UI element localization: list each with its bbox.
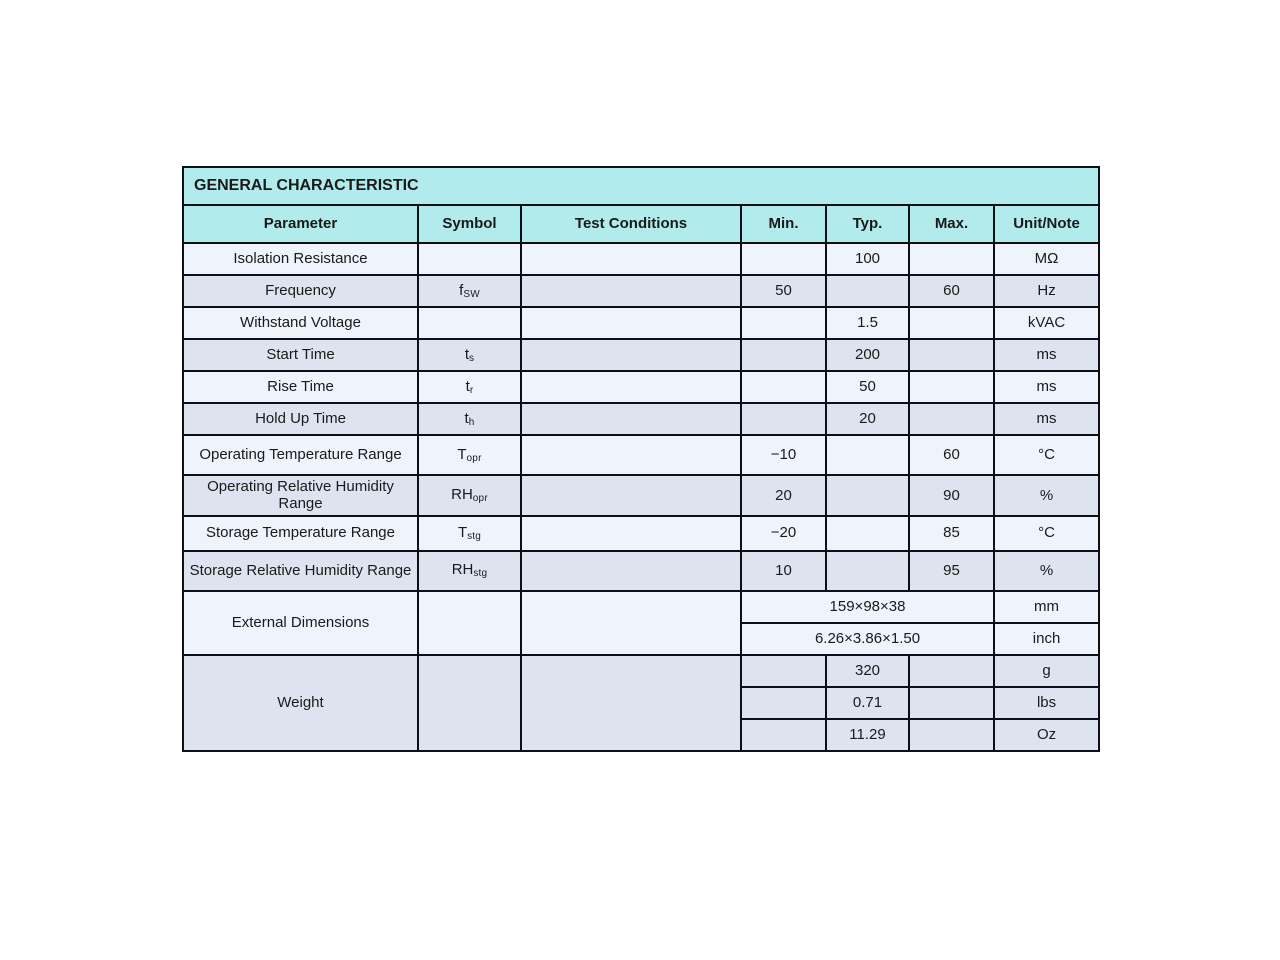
cell-test-conditions xyxy=(521,275,741,307)
cell-typ xyxy=(826,435,909,475)
table-title-row xyxy=(183,167,1099,205)
cell-max xyxy=(909,339,994,371)
cell-min: −10 xyxy=(741,435,826,475)
cell-parameter: Isolation Resistance xyxy=(183,243,418,275)
cell-typ: 100 xyxy=(826,243,909,275)
cell-unit: ms xyxy=(994,339,1099,371)
cell-min: 20 xyxy=(741,475,826,516)
table-row-operating-relative-humidity-range xyxy=(183,475,1099,516)
cell-min xyxy=(741,339,826,371)
cell-test-conditions xyxy=(521,551,741,591)
cell-typ: 20 xyxy=(826,403,909,435)
cell-test-conditions xyxy=(521,339,741,371)
cell-unit: Oz xyxy=(994,719,1099,751)
cell-unit: MΩ xyxy=(994,243,1099,275)
cell-min: −20 xyxy=(741,516,826,551)
symbol-base: t xyxy=(464,345,469,363)
cell-dimensions-value-mm: 159×98×38 xyxy=(741,591,994,623)
cell-test-conditions xyxy=(521,516,741,551)
cell-unit: % xyxy=(994,551,1099,591)
cell-typ xyxy=(826,475,909,516)
cell-min: 10 xyxy=(741,551,826,591)
cell-test-conditions xyxy=(521,371,741,403)
symbol-base: t xyxy=(465,377,470,395)
cell-unit: mm xyxy=(994,591,1099,623)
cell-symbol xyxy=(418,591,521,655)
col-header-typ: Typ. xyxy=(826,205,909,243)
cell-parameter: Withstand Voltage xyxy=(183,307,418,339)
cell-max xyxy=(909,243,994,275)
symbol-subscript: stg xyxy=(467,530,482,542)
table-row-weight-g xyxy=(183,655,1099,687)
symbol-base: RH xyxy=(451,486,473,503)
symbol-subscript: SW xyxy=(463,288,480,300)
cell-test-conditions xyxy=(521,435,741,475)
cell-typ xyxy=(826,516,909,551)
table-row-rise-time xyxy=(183,371,1099,403)
table-row-storage-temperature-range xyxy=(183,516,1099,551)
cell-min xyxy=(741,371,826,403)
cell-max: 60 xyxy=(909,275,994,307)
cell-unit: °C xyxy=(994,516,1099,551)
cell-test-conditions xyxy=(521,403,741,435)
cell-symbol xyxy=(418,307,521,339)
cell-typ: 11.29 xyxy=(826,719,909,751)
cell-parameter: Rise Time xyxy=(183,371,418,403)
cell-symbol xyxy=(418,435,521,475)
symbol-base: T xyxy=(457,523,468,541)
table-title: GENERAL CHARACTERISTIC xyxy=(183,167,1099,205)
symbol-subscript: stg xyxy=(473,568,488,580)
cell-unit: °C xyxy=(994,435,1099,475)
cell-unit: inch xyxy=(994,623,1099,655)
cell-max xyxy=(909,307,994,339)
cell-test-conditions xyxy=(521,475,741,516)
symbol-subscript: s xyxy=(468,352,475,364)
table-row-external-dimensions-mm xyxy=(183,591,1099,623)
cell-min xyxy=(741,719,826,751)
cell-typ xyxy=(826,275,909,307)
cell-typ: 1.5 xyxy=(826,307,909,339)
cell-parameter: Storage Relative Humidity Range xyxy=(183,551,418,591)
table-row-operating-temperature-range xyxy=(183,435,1099,475)
cell-symbol xyxy=(418,475,521,516)
symbol-subscript: opr xyxy=(472,493,488,504)
cell-unit: % xyxy=(994,475,1099,516)
cell-max: 90 xyxy=(909,475,994,516)
cell-unit: g xyxy=(994,655,1099,687)
cell-dimensions-value-inch: 6.26×3.86×1.50 xyxy=(741,623,994,655)
cell-max xyxy=(909,719,994,751)
cell-min xyxy=(741,243,826,275)
table-row-storage-relative-humidity-range xyxy=(183,551,1099,591)
cell-symbol xyxy=(418,403,521,435)
cell-max xyxy=(909,655,994,687)
cell-max: 95 xyxy=(909,551,994,591)
cell-max: 60 xyxy=(909,435,994,475)
symbol-subscript: r xyxy=(469,384,474,396)
cell-symbol xyxy=(418,516,521,551)
cell-symbol xyxy=(418,371,521,403)
cell-min xyxy=(741,403,826,435)
cell-parameter: Weight xyxy=(183,655,418,751)
cell-symbol xyxy=(418,339,521,371)
cell-max xyxy=(909,403,994,435)
table-row-start-time xyxy=(183,339,1099,371)
cell-parameter: Operating Temperature Range xyxy=(183,435,418,475)
cell-max xyxy=(909,687,994,719)
cell-parameter: Hold Up Time xyxy=(183,403,418,435)
symbol-base: RH xyxy=(451,561,474,579)
cell-parameter: External Dimensions xyxy=(183,591,418,655)
cell-parameter: Start Time xyxy=(183,339,418,371)
symbol-base: t xyxy=(464,409,469,427)
col-header-unit-note: Unit/Note xyxy=(994,205,1099,243)
symbol-subscript: opr xyxy=(466,452,482,464)
cell-unit: kVAC xyxy=(994,307,1099,339)
cell-typ: 0.71 xyxy=(826,687,909,719)
cell-min xyxy=(741,307,826,339)
symbol-subscript: h xyxy=(468,416,475,428)
cell-parameter: Operating Relative Humidity Range xyxy=(183,475,418,516)
col-header-symbol: Symbol xyxy=(418,205,521,243)
cell-unit: ms xyxy=(994,371,1099,403)
cell-symbol xyxy=(418,655,521,751)
general-characteristics-table xyxy=(182,166,1100,752)
cell-min: 50 xyxy=(741,275,826,307)
cell-typ: 320 xyxy=(826,655,909,687)
col-header-parameter: Parameter xyxy=(183,205,418,243)
col-header-min: Min. xyxy=(741,205,826,243)
cell-test-conditions xyxy=(521,591,741,655)
cell-min xyxy=(741,655,826,687)
cell-test-conditions xyxy=(521,243,741,275)
table-header-row xyxy=(183,205,1099,243)
table-row-withstand-voltage xyxy=(183,307,1099,339)
table-row-isolation-resistance xyxy=(183,243,1099,275)
cell-symbol xyxy=(418,275,521,307)
cell-parameter: Storage Temperature Range xyxy=(183,516,418,551)
cell-min xyxy=(741,687,826,719)
cell-unit: ms xyxy=(994,403,1099,435)
cell-parameter: Frequency xyxy=(183,275,418,307)
symbol-base: f xyxy=(459,281,464,299)
table-row-hold-up-time xyxy=(183,403,1099,435)
col-header-test-conditions: Test Conditions xyxy=(521,205,741,243)
symbol-base: T xyxy=(457,445,467,463)
cell-max xyxy=(909,371,994,403)
cell-typ: 200 xyxy=(826,339,909,371)
cell-unit: Hz xyxy=(994,275,1099,307)
cell-unit: lbs xyxy=(994,687,1099,719)
table-row-frequency xyxy=(183,275,1099,307)
cell-max: 85 xyxy=(909,516,994,551)
cell-symbol xyxy=(418,551,521,591)
cell-test-conditions xyxy=(521,307,741,339)
cell-typ: 50 xyxy=(826,371,909,403)
cell-typ xyxy=(826,551,909,591)
cell-test-conditions xyxy=(521,655,741,751)
col-header-max: Max. xyxy=(909,205,994,243)
cell-symbol xyxy=(418,243,521,275)
